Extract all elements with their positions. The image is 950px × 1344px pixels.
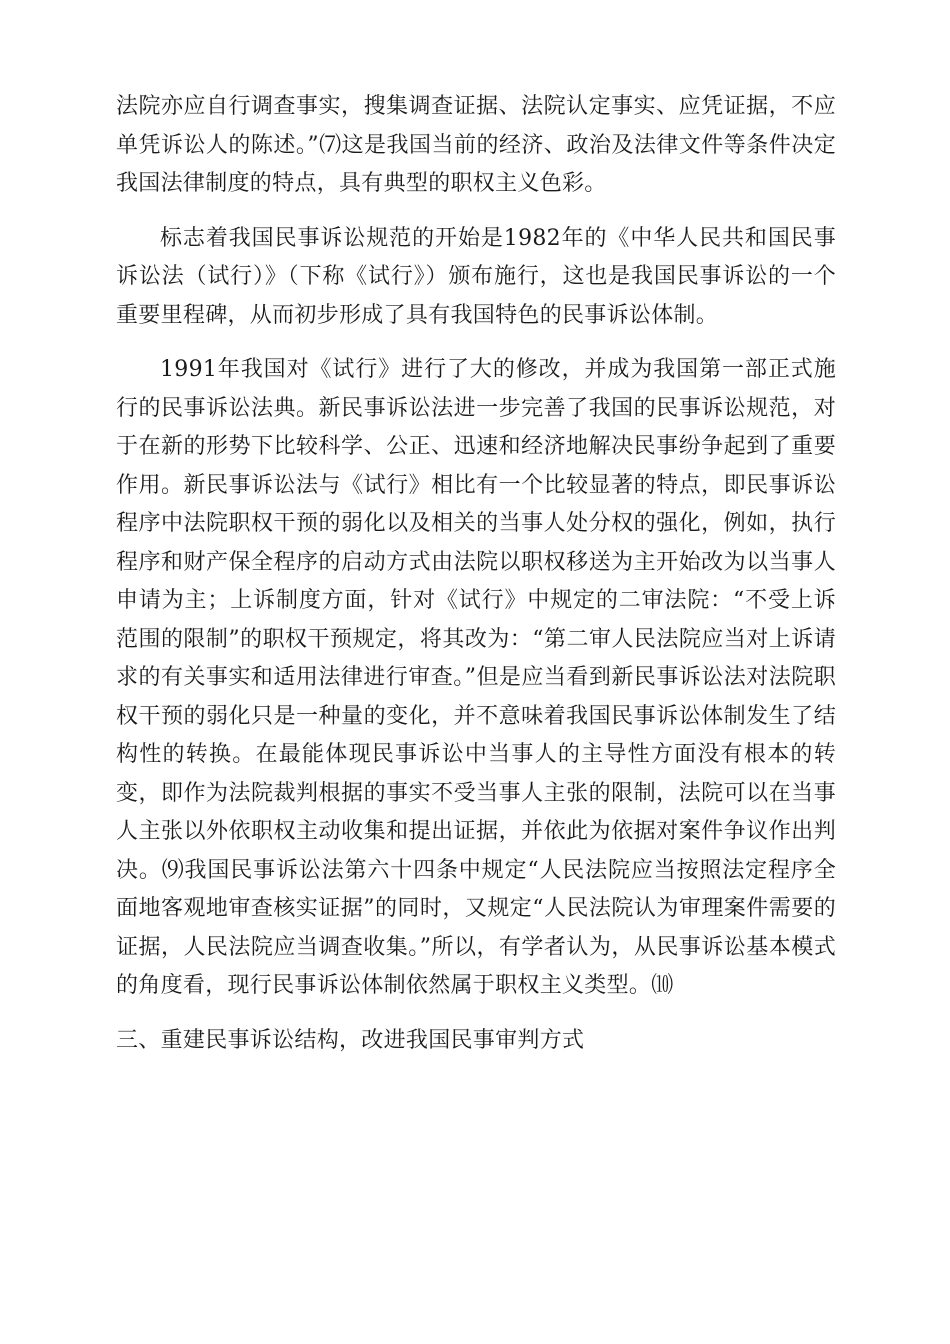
section-heading: 三、重建民事诉讼结构，改进我国民事审判方式	[116, 1027, 585, 1053]
paragraph-1: 法院亦应自行调查事实，搜集调查证据、法院认定事实、应凭证据，不应单凭诉讼人的陈述。”⑺这是我国当前的经济、政治及法律文件等条件决定我国法律制度的特点，具有典型的职权主义色彩。	[116, 94, 836, 196]
paragraph-2: 标志着我国民事诉讼规范的开始是1982年的《中华人民共和国民事诉讼法（试行）》（下称《试行》）颁布施行，这也是我国民事诉讼的一个重要里程碑，从而初步形成了具有我国特色的民事诉讼体制。	[116, 225, 836, 328]
paragraph-3: 1991年我国对《试行》进行了大的修改，并成为我国第一部正式施行的民事诉讼法典。新民事诉讼法进一步完善了我国的民事诉讼规范，对于在新的形势下比较科学、公正、迅速和经济地解决民事纷争起到了重要作用。新民事诉讼法与《试行》相比有一个比较显著的特点，即民事诉讼程序中法院职权干预的弱化以及相关的当事人处分权的强化，例如，执行程序和财产保全程序的启动方式由法院以职权移送为主开始改为以当事人申请为主；上诉制度方面，针对《试行》中规定的二审法院：“不受上诉范围的限制”的职权干预规定，将其改为：“第二审人民法院应当对上诉请求的有关事实和适用法律进行审查。”但是应当看到新民事诉讼法对法院职权干预的弱化只是一种量的变化，并不意味着我国民事诉讼体制发生了结构性的转换。在最能体现民事诉讼中当事人的主导性方面没有根本的转变，即作为法院裁判根据的事实不受当事人主张的限制，法院可以在当事人主张以外依职权主动收集和提出证据，并依此为依据对案件争议作出判决。⑼我国民事诉讼法第六十四条中规定“人民法院应当按照法定程序全面地客观地审查核实证据”的同时，又规定“人民法院认为审理案件需要的证据，人民法院应当调查收集。”所以，有学者认为，从民事诉讼基本模式的角度看，现行民事诉讼体制依然属于职权主义类型。⑽	[116, 357, 836, 998]
document-page	[116, 88, 836, 1060]
